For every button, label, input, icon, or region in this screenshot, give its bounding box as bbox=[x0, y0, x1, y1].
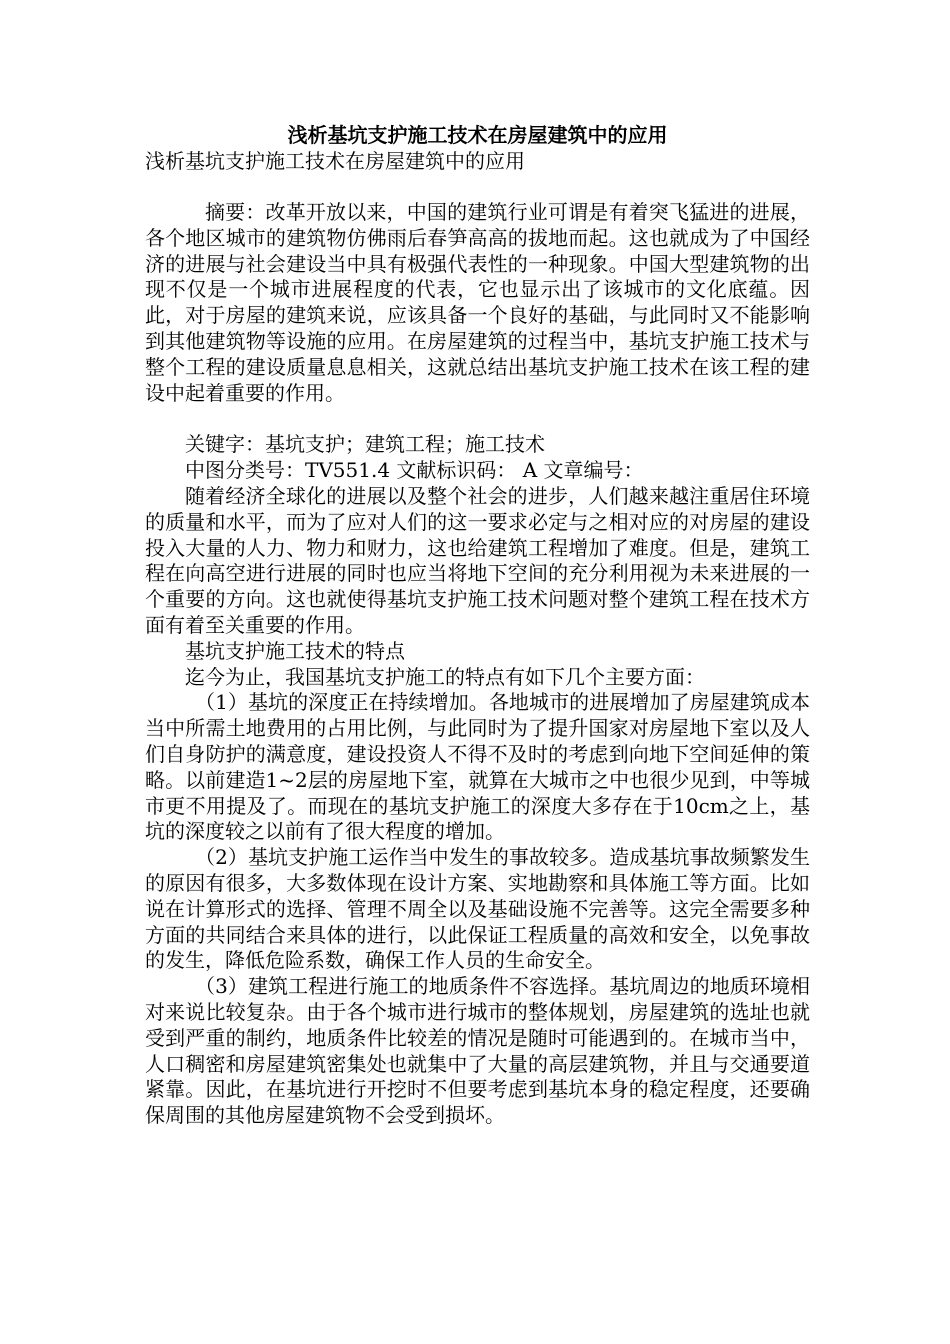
document-subtitle: 浅析基坑支护施工技术在房屋建筑中的应用 bbox=[145, 149, 525, 173]
document-title: 浅析基坑支护施工技术在房屋建筑中的应用 bbox=[287, 123, 668, 147]
classification-line: 中图分类号：TV551.4 文献标识码： A 文章编号： bbox=[185, 458, 644, 483]
intro-paragraph: 随着经济全球化的进展以及整个社会的进步，人们越来越注重居住环境的质量和水平，而为了应对人们的这一要求必定与之相对应的对房屋的建设投入大量的人力、物力和财力，这也给建筑工程增加了难度。但是，建筑工程在向高空进行进展的同时也应当将地下空间的充分利用视为未来进展的一个重要的方向。这也就使得基坑支护施工技术问题对整个建筑工程在技术方面有着至关重要的作用。 bbox=[145, 483, 810, 637]
section-lead-paragraph: 迄今为止，我国基坑支护施工的特点有如下几个主要方面： bbox=[185, 664, 705, 689]
abstract-paragraph: 摘要：改革开放以来，中国的建筑行业可谓是有着突飞猛进的进展，各个地区城市的建筑物仿佛雨后春笋高高的拔地而起。这也就成为了中国经济的进展与社会建设当中具有极强代表性的一种现象。中国大型建筑物的出现不仅是一个城市进展程度的代表，它也显示出了该城市的文化底蕴。因此，对于房屋的建筑来说，应该具备一个良好的基础，与此同时又不能影响到其他建筑物等设施的应用。在房屋建筑的过程当中，基坑支护施工技术与整个工程的建设质量息息相关，这就总结出基坑支护施工技术在该工程的建设中起着重要的作用。 bbox=[145, 200, 810, 405]
keywords-line: 关键字：基坑支护；建筑工程；施工技术 bbox=[185, 432, 545, 457]
blank-line bbox=[145, 406, 810, 432]
section-heading: 基坑支护施工技术的特点 bbox=[185, 638, 405, 663]
blank-line bbox=[145, 174, 810, 200]
document-body bbox=[145, 122, 810, 1129]
point-paragraph-2: （2）基坑支护施工运作当中发生的事故较多。造成基坑事故频繁发生的原因有很多，大多数体现在设计方案、实地勘察和具体施工等方面。比如说在计算形式的选择、管理不周全以及基础设施不完善等。这完全需要多种方面的共同结合来具体的进行，以此保证工程质量的高效和安全，以免事故的发生，降低危险系数，确保工作人员的生命安全。 bbox=[145, 845, 810, 973]
point-paragraph-1: （1）基坑的深度正在持续增加。各地城市的进展增加了房屋建筑成本当中所需土地费用的占用比例，与此同时为了提升国家对房屋地下室以及人们自身防护的满意度，建设投资人不得不及时的考虑到向地下空间延伸的策略。以前建造1~2层的房屋地下室，就算在大城市之中也很少见到，中等城市更不用提及了。而现在的基坑支护施工的深度大多存在于10cm之上，基坑的深度较之以前有了很大程度的增加。 bbox=[145, 690, 810, 844]
point-paragraph-3: （3）建筑工程进行施工的地质条件不容选择。基坑周边的地质环境相对来说比较复杂。由于各个城市进行城市的整体规划，房屋建筑的选址也就受到严重的制约，地质条件比较差的情况是随时可能遇到的。在城市当中，人口稠密和房屋建筑密集处也就集中了大量的高层建筑物，并且与交通要道紧靠。因此，在基坑进行开挖时不但要考虑到基坑本身的稳定程度，还要确保周围的其他房屋建筑物不会受到损坏。 bbox=[145, 974, 810, 1128]
